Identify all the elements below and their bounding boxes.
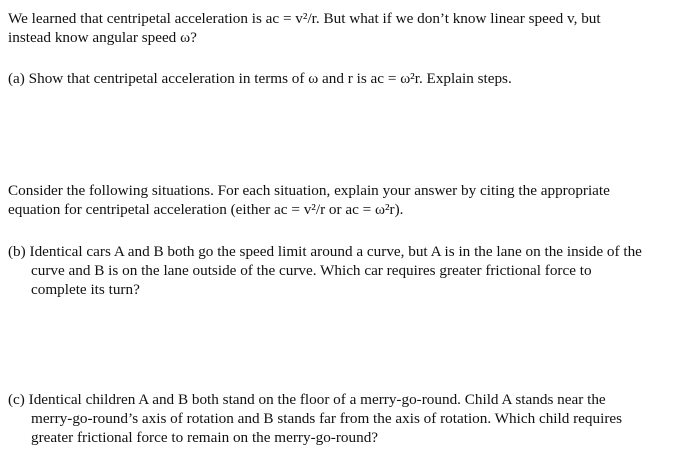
instructions-line-1: Consider the following situations. For each situation, explain your answer by citing the appropriate [8, 182, 610, 199]
question-a [8, 69, 694, 88]
question-c-line-1: (c) Identical children A and B both stand on the floor of a merry-go-round. Child A stands near the [8, 391, 606, 408]
question-c [8, 390, 694, 447]
question-b-line-1: (b) Identical cars A and B both go the speed limit around a curve, but A is in the lane on the inside of the [8, 243, 642, 260]
question-b [8, 242, 694, 299]
instructions-paragraph [8, 181, 694, 219]
intro-line-1: We learned that centripetal acceleration is ac = v²/r. But what if we don’t know linear speed v, but [8, 10, 601, 27]
intro-paragraph [8, 9, 694, 47]
question-c-line-2: merry-go-round’s axis of rotation and B stands far from the axis of rotation. Which child requires [31, 410, 623, 427]
intro-line-2: instead know angular speed ω? [8, 29, 197, 46]
question-c-line-3: greater frictional force to remain on the merry-go-round? [31, 429, 379, 446]
instructions-line-2: equation for centripetal acceleration (either ac = v²/r or ac = ω²r). [8, 201, 404, 218]
question-a-line-1: (a) Show that centripetal acceleration in terms of ω and r is ac = ω²r. Explain steps. [8, 70, 512, 87]
question-b-line-2: curve and B is on the lane outside of the curve. Which car requires greater frictional force to [31, 262, 592, 279]
question-b-line-3: complete its turn? [31, 281, 140, 298]
